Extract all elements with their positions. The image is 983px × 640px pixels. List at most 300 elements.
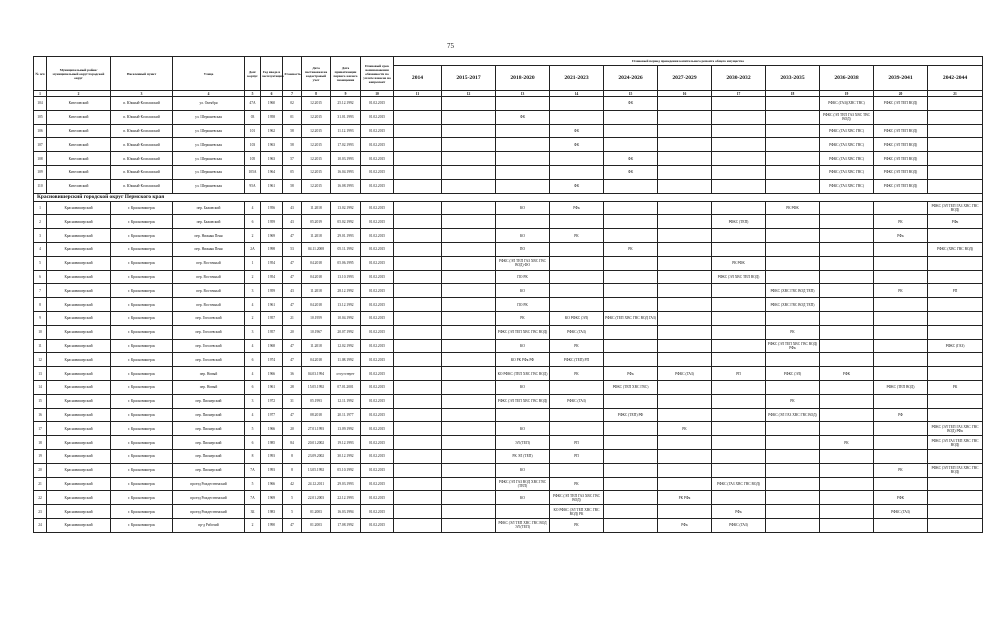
cell-period: РФКС (ГАЗ)	[658, 367, 712, 381]
table-row	[34, 110, 983, 124]
cell-floors: 8	[283, 463, 302, 477]
cell-period: РФКС (ЭЛ)	[766, 367, 820, 381]
cell-planned-date: 01.02.2015	[361, 380, 394, 394]
cell-period	[874, 477, 928, 491]
cell-period	[766, 463, 820, 477]
table-row	[34, 311, 983, 325]
cell-house: 4	[245, 339, 261, 353]
cell-settlement: г. Красновишерск	[111, 422, 173, 436]
cell-period: РФКС (ГАЗ)	[550, 325, 604, 339]
header-col-number: 15	[604, 91, 658, 97]
cell-period	[766, 138, 820, 152]
cell-period	[442, 339, 496, 353]
cell-period	[394, 229, 442, 243]
header-num: № п/п	[34, 57, 47, 91]
cell-floors: 5	[283, 505, 302, 519]
cell-period: РФКС (ЭЛ ТЕП ГАЗ ХВС ГВС ВОД) ФО	[496, 256, 550, 270]
cell-period	[442, 256, 496, 270]
cell-floors: 53	[283, 242, 302, 256]
cell-period	[928, 325, 983, 339]
cell-period	[820, 422, 874, 436]
cell-period: РФк	[550, 201, 604, 215]
cell-street: пер. Бажовский	[173, 215, 245, 229]
cell-house: 2	[245, 229, 261, 243]
cell-settlement: г. Красновишерск	[111, 353, 173, 367]
cell-period	[658, 311, 712, 325]
cell-inclusion-date: 12.2015	[302, 124, 331, 138]
cell-planned-date: 01.02.2015	[361, 422, 394, 436]
cell-planned-date: 01.02.2015	[361, 449, 394, 463]
cell-floors: 58	[283, 179, 302, 193]
cell-street: проезд Рождественский	[173, 477, 245, 491]
cell-period	[604, 477, 658, 491]
cell-street: пер. Пионерский	[173, 422, 245, 436]
cell-house: 95А	[245, 179, 261, 193]
cell-period	[928, 298, 983, 312]
cell-num: 2	[34, 215, 47, 229]
cell-period	[604, 284, 658, 298]
cell-period	[658, 270, 712, 284]
cell-period	[604, 215, 658, 229]
cell-period	[658, 242, 712, 256]
header-col-number: 9	[331, 91, 361, 97]
cell-period	[712, 325, 766, 339]
cell-num: 20	[34, 463, 47, 477]
cell-year-built: 1969	[261, 491, 283, 505]
cell-period	[658, 408, 712, 422]
cell-period	[874, 298, 928, 312]
cell-period	[712, 422, 766, 436]
header-year: 2014	[394, 66, 442, 91]
cell-privatization-date: 29.01.1993	[331, 229, 361, 243]
cell-period: РФКС (ГАЗ ХВС ГВС)	[820, 152, 874, 166]
cell-floors: 84	[283, 436, 302, 450]
cell-period: РФКС (ТЕП) РП	[550, 353, 604, 367]
cell-period	[496, 165, 550, 179]
cell-period	[496, 97, 550, 111]
cell-period	[928, 477, 983, 491]
cell-period: КО РФКС (ЭЛ)	[550, 311, 604, 325]
header-col-number: 20	[874, 91, 928, 97]
cell-period	[394, 201, 442, 215]
cell-period	[604, 505, 658, 519]
cell-num: 10	[34, 325, 47, 339]
header-col-number: 7	[283, 91, 302, 97]
cell-period: РФКС (ЭЛ ТЕП ХВС ГВС ВОД) РФк	[766, 339, 820, 353]
cell-municipality: Красновишерский	[47, 353, 111, 367]
cell-period: КО РФКС (ТЕП ХВС ГВС ВОД)	[496, 367, 550, 381]
cell-year-built: 1974	[261, 353, 283, 367]
cell-street: пер. Восточный	[173, 270, 245, 284]
cell-period	[496, 138, 550, 152]
header-floors: Этажность	[283, 57, 302, 91]
cell-settlement: г. Красновишерск	[111, 436, 173, 450]
cell-period	[496, 152, 550, 166]
cell-num: 12	[34, 353, 47, 367]
cell-floors: 31	[283, 394, 302, 408]
cell-street: пер. Гоголевский	[173, 339, 245, 353]
cell-period	[550, 256, 604, 270]
cell-period: РК	[766, 394, 820, 408]
cell-num: 13	[34, 367, 47, 381]
cell-street: пер. Новый	[173, 367, 245, 381]
cell-period	[394, 270, 442, 284]
cell-period	[766, 270, 820, 284]
cell-period	[550, 298, 604, 312]
cell-period	[874, 353, 928, 367]
cell-period: РФКС (ГАЗ)	[874, 505, 928, 519]
cell-period	[604, 110, 658, 124]
cell-municipality: Красновишерский	[47, 436, 111, 450]
cell-inclusion-date: 10.1967	[302, 325, 331, 339]
cell-floors: 57	[283, 152, 302, 166]
cell-period	[394, 408, 442, 422]
cell-period	[712, 353, 766, 367]
cell-period: ФК	[496, 110, 550, 124]
table-row	[34, 463, 983, 477]
cell-period	[712, 124, 766, 138]
cell-period: РК	[928, 380, 983, 394]
cell-period: РФКС (ЭЛ ГАЗ ТЕП ХВС ГВС ВОД)	[928, 436, 983, 450]
cell-period: РФКС (ХВС ГВС ВОД)	[928, 242, 983, 256]
cell-street: пер. Бажовский	[173, 201, 245, 215]
cell-period: РП	[550, 449, 604, 463]
cell-period: ЭЛ (ТЕП)	[496, 436, 550, 450]
cell-year-built: 1959	[261, 284, 283, 298]
cell-settlement: г. Красновишерск	[111, 270, 173, 284]
cell-privatization-date: 16.08.1993	[331, 179, 361, 193]
cell-period	[712, 110, 766, 124]
cell-street: пер. Нижняя Пеня	[173, 229, 245, 243]
cell-year-built: 1963	[261, 152, 283, 166]
cell-period	[712, 339, 766, 353]
cell-planned-date: 01.02.2015	[361, 298, 394, 312]
cell-municipality: Красновишерский	[47, 518, 111, 532]
table-row	[34, 491, 983, 505]
cell-period	[658, 229, 712, 243]
header-house: Дом/корпус	[245, 57, 261, 91]
header-inclusion-date: Дата постановки на кадастровый учет	[302, 57, 331, 91]
cell-period: ПО РК	[496, 270, 550, 284]
cell-year-built: 1966	[261, 422, 283, 436]
cell-period	[928, 165, 983, 179]
cell-privatization-date: 25.12.1992	[331, 97, 361, 111]
cell-period	[394, 394, 442, 408]
cell-house: 03	[245, 110, 261, 124]
cell-settlement: г. Красновишерск	[111, 491, 173, 505]
cell-period	[442, 311, 496, 325]
cell-house: 2А	[245, 242, 261, 256]
cell-period	[442, 179, 496, 193]
cell-year-built: 1977	[261, 408, 283, 422]
header-col-number: 16	[658, 91, 712, 97]
cell-period	[874, 449, 928, 463]
cell-period	[604, 179, 658, 193]
cell-privatization-date: 13.10.1993	[331, 270, 361, 284]
cell-street: пер. Новый	[173, 380, 245, 394]
cell-municipality: Кизеловский	[47, 110, 111, 124]
header-col-number: 3	[111, 91, 173, 97]
cell-inclusion-date: 05.2019	[302, 215, 331, 229]
cell-period	[874, 367, 928, 381]
cell-period	[820, 491, 874, 505]
cell-inclusion-date: 11.2018	[302, 339, 331, 353]
table-row	[34, 436, 983, 450]
cell-period: РК ЭЛ (ТЕП)	[496, 449, 550, 463]
cell-year-built: 1961	[261, 179, 283, 193]
header-col-number: 18	[766, 91, 820, 97]
cell-period	[394, 298, 442, 312]
cell-period	[928, 179, 983, 193]
cell-period	[442, 165, 496, 179]
cell-privatization-date: 20.07.1992	[331, 325, 361, 339]
cell-inclusion-date: 12.2015	[302, 110, 331, 124]
cell-floors: 43	[283, 201, 302, 215]
table-row	[34, 422, 983, 436]
cell-period	[928, 311, 983, 325]
cell-municipality: Красновишерский	[47, 449, 111, 463]
cell-inclusion-date: 04.03.1994	[302, 367, 331, 381]
cell-inclusion-date: 12.2015	[302, 97, 331, 111]
cell-period	[394, 256, 442, 270]
cell-street: пер. Восточный	[173, 256, 245, 270]
cell-period: ФК	[604, 97, 658, 111]
cell-period: РФКС (ЭЛ ГАЗ ХВС ГВС ВОД)	[766, 408, 820, 422]
cell-period	[394, 449, 442, 463]
cell-settlement: г. Красновишерск	[111, 325, 173, 339]
cell-year-built: 1961	[261, 380, 283, 394]
cell-municipality: Красновишерский	[47, 270, 111, 284]
cell-period	[766, 165, 820, 179]
cell-house: 2	[245, 311, 261, 325]
cell-num: 21	[34, 477, 47, 491]
cell-period	[712, 152, 766, 166]
cell-period: РФКС (ЭЛ ТЕП ВОД)	[874, 152, 928, 166]
cell-street: пр-д Рабочий	[173, 518, 245, 532]
cell-period	[496, 505, 550, 519]
page-number: 75	[447, 42, 454, 50]
cell-planned-date: 01.02.2015	[361, 518, 394, 532]
cell-privatization-date: 28.12.1992	[331, 284, 361, 298]
cell-period: РФ	[874, 408, 928, 422]
cell-period	[394, 339, 442, 353]
cell-period: КО	[496, 463, 550, 477]
cell-period: РФКС (ЭЛ ТЕП ВОД)	[874, 179, 928, 193]
cell-period: РФКС (ЭЛ ТЕП ВОД)	[874, 138, 928, 152]
cell-period	[604, 491, 658, 505]
cell-period	[394, 491, 442, 505]
cell-period	[712, 284, 766, 298]
cell-period	[928, 408, 983, 422]
cell-period	[442, 242, 496, 256]
cell-period	[712, 179, 766, 193]
cell-period	[604, 518, 658, 532]
cell-period	[550, 152, 604, 166]
cell-period	[442, 97, 496, 111]
cell-period: РФКС (ГАЗ ХВС ГВС)	[820, 138, 874, 152]
cell-period	[712, 436, 766, 450]
cell-period	[766, 436, 820, 450]
cell-floors: 58	[283, 138, 302, 152]
cell-house: 47А	[245, 97, 261, 111]
cell-period: РК	[550, 339, 604, 353]
cell-period	[874, 518, 928, 532]
cell-floors: 47	[283, 256, 302, 270]
cell-period	[442, 201, 496, 215]
cell-period	[604, 201, 658, 215]
cell-period: РФк	[604, 367, 658, 381]
cell-period	[394, 367, 442, 381]
cell-period	[820, 229, 874, 243]
cell-period	[874, 394, 928, 408]
cell-period	[550, 408, 604, 422]
cell-period	[658, 256, 712, 270]
cell-period	[874, 201, 928, 215]
cell-period	[394, 422, 442, 436]
cell-period	[658, 97, 712, 111]
cell-floors: 47	[283, 270, 302, 284]
table-row	[34, 179, 983, 193]
cell-period: РП	[550, 436, 604, 450]
cell-year-built: 1972	[261, 394, 283, 408]
cell-num: 3	[34, 229, 47, 243]
table-row	[34, 229, 983, 243]
cell-year-built: 1966	[261, 477, 283, 491]
cell-privatization-date: 05.06.1995	[331, 256, 361, 270]
cell-house: 4	[245, 408, 261, 422]
header-col-number: 13	[496, 91, 550, 97]
cell-period	[928, 138, 983, 152]
cell-settlement: г. Красновишерск	[111, 380, 173, 394]
cell-period	[442, 325, 496, 339]
cell-period: РК	[550, 477, 604, 491]
cell-year-built: 1962	[261, 124, 283, 138]
cell-num: 16	[34, 408, 47, 422]
cell-municipality: Красновишерский	[47, 422, 111, 436]
cell-period	[394, 215, 442, 229]
cell-privatization-date: 22.12.1993	[331, 491, 361, 505]
cell-period	[442, 270, 496, 284]
cell-house: 6	[245, 215, 261, 229]
cell-floors: 58	[283, 124, 302, 138]
cell-period	[928, 394, 983, 408]
cell-period	[766, 256, 820, 270]
cell-period	[712, 449, 766, 463]
cell-privatization-date: 29.03.1993	[331, 477, 361, 491]
cell-period: РФКС (ЭЛ ТЕП ГАЗ ХВС ГВС ВОД)	[928, 463, 983, 477]
cell-period	[442, 152, 496, 166]
cell-period: РФКС (ТЕП ХВС ГВС ВОД ГАЗ)	[604, 311, 658, 325]
cell-period	[442, 138, 496, 152]
cell-inclusion-date: 23.09.2002	[302, 449, 331, 463]
cell-period: КО	[496, 422, 550, 436]
cell-planned-date: 01.02.2015	[361, 477, 394, 491]
cell-period	[658, 325, 712, 339]
cell-period	[658, 505, 712, 519]
cell-period: РФКС (ТЕП) РФ	[604, 408, 658, 422]
cell-municipality: Красновишерский	[47, 325, 111, 339]
cell-period: КО РК РФк РФ	[496, 353, 550, 367]
cell-planned-date: 01.02.2015	[361, 242, 394, 256]
cell-house: 6	[245, 353, 261, 367]
header-col-number: 1	[34, 91, 47, 97]
cell-planned-date: 01.02.2015	[361, 201, 394, 215]
cell-period: РФКС (ЭЛ ТЕП ГАЗ ХВС ТВС ВОД)	[820, 110, 874, 124]
cell-period	[394, 124, 442, 138]
cell-privatization-date: 13.12.1992	[331, 298, 361, 312]
cell-period	[658, 179, 712, 193]
cell-period: РК	[874, 284, 928, 298]
cell-num: 18	[34, 436, 47, 450]
cell-settlement: г. Красновишерск	[111, 284, 173, 298]
cell-period	[394, 477, 442, 491]
cell-period	[442, 124, 496, 138]
table-row	[34, 518, 983, 532]
cell-period	[712, 201, 766, 215]
cell-period: РФКС (ЭЛ ХВС ТЕП ВОД)	[712, 270, 766, 284]
cell-inclusion-date: 27.01.1993	[302, 422, 331, 436]
cell-settlement: г. Красновишерск	[111, 311, 173, 325]
cell-period	[550, 380, 604, 394]
cell-year-built: 1958	[261, 110, 283, 124]
cell-house: 103	[245, 138, 261, 152]
cell-period	[658, 380, 712, 394]
cell-settlement: г. Красновишерск	[111, 242, 173, 256]
cell-privatization-date: 11.08.1992	[331, 353, 361, 367]
cell-period	[658, 463, 712, 477]
cell-period	[766, 152, 820, 166]
cell-period	[820, 298, 874, 312]
cell-municipality: Кизеловский	[47, 97, 111, 111]
cell-period	[496, 215, 550, 229]
cell-planned-date: 01.02.2015	[361, 165, 394, 179]
cell-period	[874, 256, 928, 270]
table-row	[34, 242, 983, 256]
cell-street: ул. Октября	[173, 97, 245, 111]
cell-floors: 8	[283, 449, 302, 463]
cell-privatization-date: 13.09.1992	[331, 422, 361, 436]
header-settlement: Населенный пункт	[111, 57, 173, 91]
table-row	[34, 124, 983, 138]
cell-privatization-date: 05.11.1992	[331, 242, 361, 256]
cell-period	[820, 449, 874, 463]
cell-period: РК	[604, 242, 658, 256]
cell-house: 8	[245, 449, 261, 463]
cell-street: проезд Рождественский	[173, 505, 245, 519]
header-year: 2015-2017	[442, 66, 496, 91]
cell-house: 2	[245, 518, 261, 532]
cell-inclusion-date: 05.1993	[302, 394, 331, 408]
cell-period	[712, 463, 766, 477]
header-planned-date: Плановый срок возникновения обязанности по уплате взносов на капремонт	[361, 57, 394, 91]
cell-house: 7А	[245, 463, 261, 477]
cell-num: 106	[34, 124, 47, 138]
cell-planned-date: 01.02.2015	[361, 229, 394, 243]
cell-inclusion-date: 04.2018	[302, 256, 331, 270]
cell-house: 101	[245, 124, 261, 138]
cell-street: проезд Рождественский	[173, 491, 245, 505]
cell-year-built: 1956	[261, 201, 283, 215]
cell-year-built: 1964	[261, 165, 283, 179]
table-row	[34, 284, 983, 298]
cell-settlement: г. Красновишерск	[111, 463, 173, 477]
table-row	[34, 298, 983, 312]
cell-settlement: г. Красновишерск	[111, 256, 173, 270]
cell-period: ПО	[496, 242, 550, 256]
cell-house: 3	[245, 284, 261, 298]
cell-period	[820, 408, 874, 422]
header-year: 2033-2035	[766, 66, 820, 91]
